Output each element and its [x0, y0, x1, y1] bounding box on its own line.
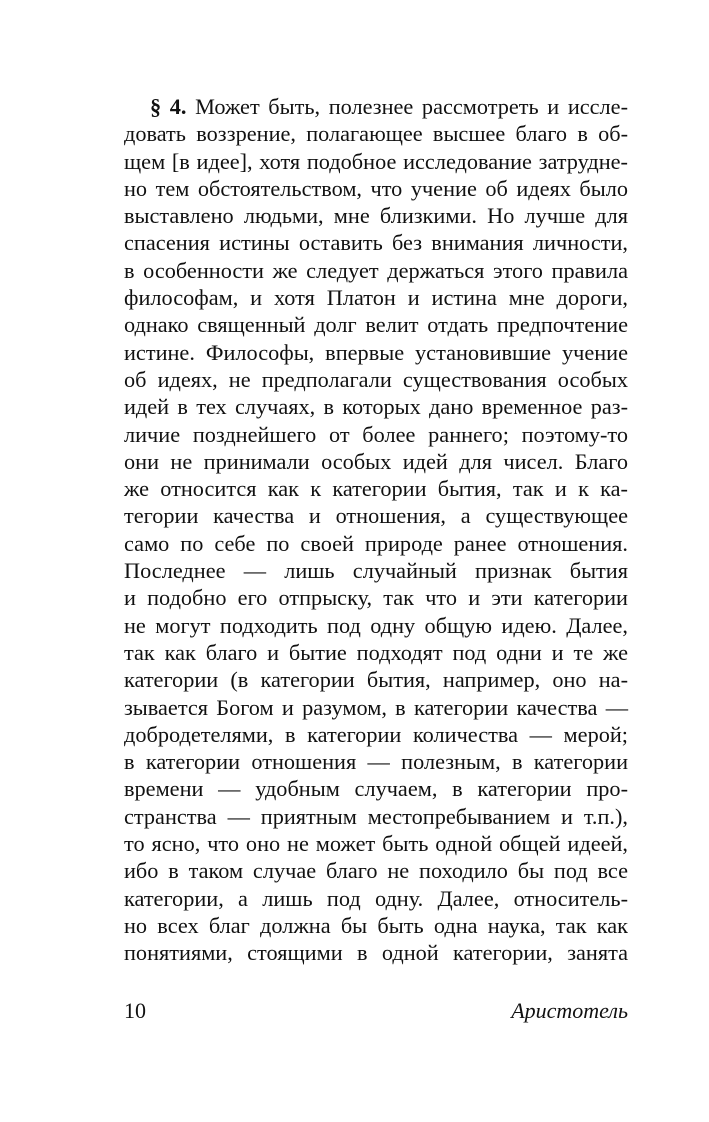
text-line: спасения истины оставить без внимания личности,: [124, 230, 628, 256]
text-line: философам, и хотя Платон и истина мне дороги,: [124, 285, 628, 311]
text-line: довать воззрение, полагающее высшее благо в об-: [124, 121, 628, 147]
text-line: но тем обстоятельством, что учение об идеях было: [124, 175, 628, 201]
body-text: [124, 93, 628, 967]
text-line: категории (в категории бытия, например, оно на-: [124, 667, 628, 693]
text-line: об идеях, не предполагали существования особых: [124, 366, 628, 392]
text-line: само по себе по своей природе ранее отношения.: [124, 530, 628, 556]
text-line: и подобно его отпрыску, так что и эти категории: [124, 585, 628, 611]
text-line: странства — приятным местопребыванием и т.п.),: [124, 803, 628, 829]
text-line: не могут подходить под одну общую идею. Далее,: [124, 612, 628, 638]
text-line: Последнее — лишь случайный признак бытия: [124, 558, 628, 584]
text-line-first: [124, 93, 628, 120]
text-line: то ясно, что оно не может быть одной общей идеей,: [124, 831, 628, 857]
text-line: они не принимали особых идей для чисел. Благо: [124, 448, 628, 474]
text-line-first-content: Может быть, полезнее рассмотреть и иссле-: [186, 94, 629, 119]
text-line: понятиями, стоящими в одной категории, занята: [124, 940, 628, 966]
text-line: времени — удобным случаем, в категории про-: [124, 776, 628, 802]
text-line: однако священный долг велит отдать предпочтение: [124, 312, 628, 338]
page-number: 10: [124, 998, 146, 1023]
text-line: добродетелями, в категории количества — мерой;: [124, 721, 628, 747]
text-line: зывается Богом и разумом, в категории качества —: [124, 694, 628, 720]
text-line: в особенности же следует держаться этого правила: [124, 257, 628, 283]
text-line: в категории отношения — полезным, в категории: [124, 749, 628, 775]
text-line: личие позднейшего от более раннего; поэтому-то: [124, 421, 628, 447]
text-line: категории, а лишь под одну. Далее, относитель-: [124, 885, 628, 911]
section-marker: § 4.: [150, 94, 187, 119]
text-line: щем [в идее], хотя подобное исследование затрудне-: [124, 148, 628, 174]
text-line: так как благо и бытие подходят под одни и те же: [124, 639, 628, 665]
text-line: же относится как к категории бытия, так и к ка-: [124, 476, 628, 502]
text-line: идей в тех случаях, в которых дано временное раз-: [124, 394, 628, 420]
text-line: тегории качества и отношения, а существующее: [124, 503, 628, 529]
text-line: ибо в таком случае благо не походило бы под все: [124, 858, 628, 884]
running-footer-author: Аристотель: [511, 998, 628, 1023]
text-line: выставлено людьми, мне близкими. Но лучше для: [124, 203, 628, 229]
text-line: но всех благ должна бы быть одна наука, так как: [124, 912, 628, 938]
text-line: истине. Философы, впервые установившие учение: [124, 339, 628, 365]
